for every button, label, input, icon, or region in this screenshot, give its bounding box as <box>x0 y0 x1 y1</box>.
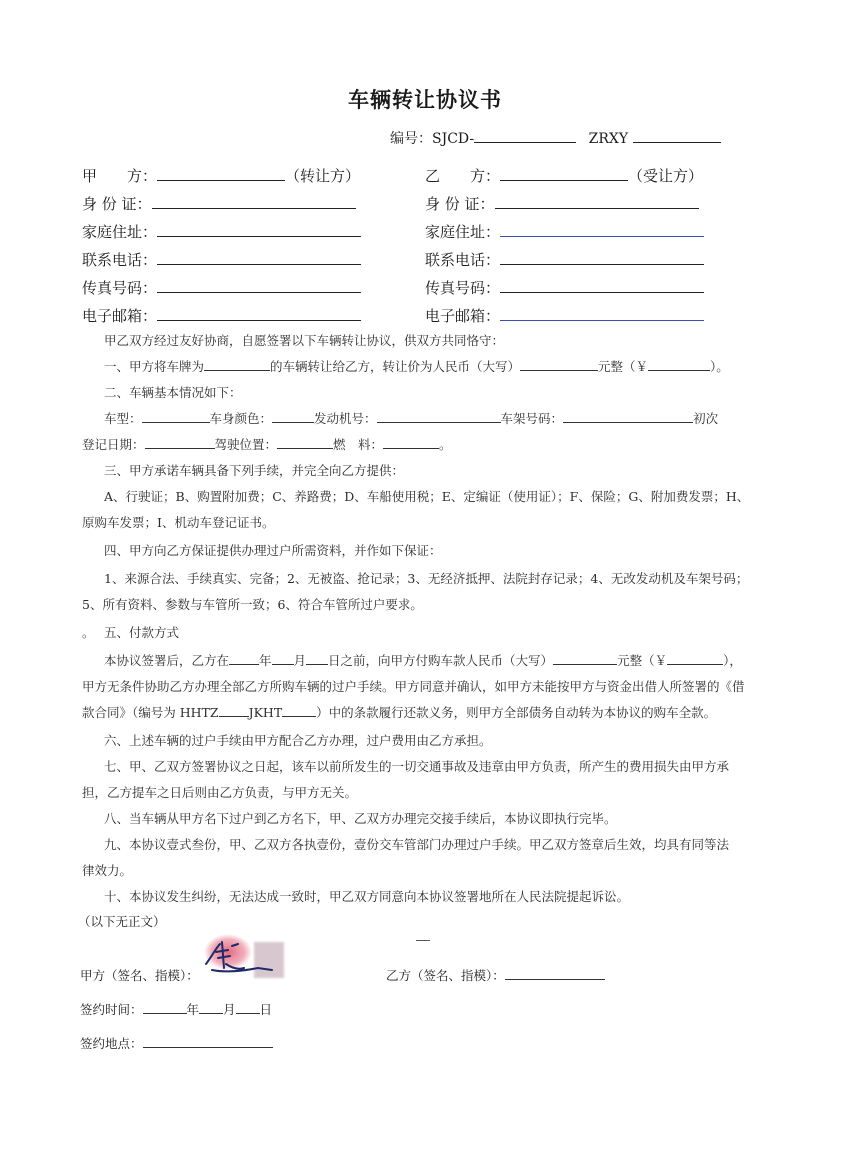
frame-number-field[interactable] <box>563 410 693 423</box>
loan-number-field-1[interactable] <box>219 704 249 717</box>
party-a-id-label: 身 份 证： <box>82 195 152 213</box>
party-b-signature-field[interactable] <box>505 967 605 980</box>
clause-1-text-b: 的车辆转让给乙方，转让价为人民币（大写） <box>270 359 521 374</box>
party-a-address-field[interactable] <box>157 220 361 237</box>
clause-4-line-1 <box>82 566 749 592</box>
party-a-fax-label: 传真号码： <box>82 279 158 297</box>
clause-5-text-2: 甲方无条件协助乙方办理全部乙方所购车辆的过户手续。甲方同意并确认，如甲方未能按甲方与资金出借人所签署的《借 <box>82 679 745 694</box>
loan-contract-text-c: ）中的条款履行还款义务，则甲方全部债务自动转为本协议的购车全款。 <box>316 705 717 720</box>
signature-icon <box>198 934 290 978</box>
clause-7-text-2: 担，乙方提车之日后则由乙方负责，与甲方无关。 <box>82 785 358 800</box>
party-a-name-field[interactable] <box>157 164 285 181</box>
vehicle-type-label: 车型： <box>104 411 142 426</box>
register-date-field[interactable] <box>145 436 215 449</box>
payment-text-e: 元整（￥ <box>617 653 668 668</box>
price-words-field[interactable] <box>520 358 598 371</box>
sign-month-label: 月 <box>223 1002 236 1017</box>
driving-position-label: 驾驶位置： <box>214 437 278 452</box>
code-blank-2[interactable] <box>633 128 721 143</box>
party-b-role: （受让方） <box>628 167 704 185</box>
party-a-id-field[interactable] <box>152 192 356 209</box>
party-b-name-row <box>425 164 703 186</box>
clause-5-line-1 <box>82 648 742 674</box>
sign-year-field[interactable] <box>143 1001 187 1014</box>
party-b-address-field[interactable] <box>500 220 704 237</box>
engine-number-label: 发动机号： <box>314 411 377 426</box>
code-prefix: 编号：SJCD- <box>390 131 475 147</box>
party-a-email-label: 电子邮箱： <box>82 307 158 325</box>
party-a-sign-label: 甲方（签名、指模）： <box>80 968 199 983</box>
clause-9-text-2: 律效力。 <box>82 863 133 878</box>
intro-text: 甲乙双方经过友好协商，自愿签署以下车辆转让协议，供双方共同恪守： <box>104 333 505 348</box>
clause-6 <box>82 728 742 754</box>
clause-5-title <box>82 620 742 646</box>
clause-3-title-text: 三、甲方承诺车辆具备下列手续，并完全向乙方提供： <box>104 463 405 478</box>
payment-day-field[interactable] <box>306 652 328 665</box>
clause-3-text-2: 原购车发票；I、机动车登记证书。 <box>82 515 275 530</box>
body-color-label: 车身颜色： <box>209 411 273 426</box>
body-color-field[interactable] <box>272 410 314 423</box>
payment-text-a: 本协议签署后，乙方在 <box>104 653 230 668</box>
party-b-sign-row <box>386 966 605 984</box>
payment-words-field[interactable] <box>553 652 617 665</box>
loan-contract-text-b: JKHT <box>248 705 283 720</box>
party-a-name-label: 甲 方： <box>82 167 158 185</box>
sign-year-label: 年 <box>186 1002 200 1017</box>
clause-1-text-c: 元整（￥ <box>598 359 649 374</box>
sign-month-field[interactable] <box>199 1001 223 1014</box>
party-b-email-row <box>425 304 704 326</box>
party-b-address-row <box>425 220 704 242</box>
party-a-id-row <box>82 192 356 214</box>
party-a-address-label: 家庭住址： <box>82 223 158 241</box>
clause-5-title-text: 五、付款方式 <box>104 625 180 640</box>
party-a-address-row <box>82 220 361 242</box>
fuel-label: 燃 料： <box>333 437 384 452</box>
party-b-phone-row <box>425 248 704 270</box>
clause-1-text-a: 一、甲方将车牌为 <box>104 359 205 374</box>
party-b-name-label: 乙 方： <box>425 167 501 185</box>
clause-3-title <box>82 458 742 484</box>
party-a-role: （转让方） <box>285 167 361 185</box>
party-a-email-field[interactable] <box>157 304 361 321</box>
sign-place-row <box>80 1034 273 1052</box>
loan-number-field-2[interactable] <box>282 704 316 717</box>
payment-month-label: 月 <box>293 653 307 668</box>
sign-day-label: 日 <box>259 1002 273 1017</box>
sign-time-label: 签约时间： <box>80 1002 143 1017</box>
clause-4-text-1: 1、来源合法、手续真实、完备；2、无被盗、抢记录；3、无经济抵押、法院封存记录；4、无改发动机及车架号码； <box>104 571 749 586</box>
clause-8 <box>82 806 742 832</box>
fuel-field[interactable] <box>383 436 439 449</box>
clause-3-text-1: A、行驶证；B、购置附加费；C、养路费；D、车船使用税；E、定编证（使用证）；F、保险；G、附加费发票；H、 <box>104 489 750 504</box>
sign-place-field[interactable] <box>143 1035 273 1048</box>
clause-4-line-2 <box>82 592 742 618</box>
clause-3-line-2 <box>82 510 742 536</box>
payment-year-field[interactable] <box>229 652 259 665</box>
document-title: 车辆转让协议书 <box>348 88 502 112</box>
clause-8-text: 八、当车辆从甲方名下过户到乙方名下，甲、乙双方办理完交接手续后，本协议即执行完毕。 <box>104 811 617 826</box>
clause-9-text-1: 九、本协议壹式叁份，甲、乙双方各执壹份，壹份交车管部门办理过户手续。甲乙双方签章后生效，均具有同等法 <box>104 837 730 852</box>
frame-number-label: 车架号码： <box>500 411 564 426</box>
clause-4-title-text: 四、甲方向乙方保证提供办理过户所需资料，并作如下保证： <box>104 543 442 558</box>
clause-10-text: 十、本协议发生纠纷，无法达成一致时，甲乙双方同意向本协议签署地所在人民法院提起诉讼。 <box>104 889 630 904</box>
party-b-email-label: 电子邮箱： <box>425 307 501 325</box>
party-b-name-field[interactable] <box>500 164 628 181</box>
party-b-fax-row <box>425 276 704 298</box>
party-b-id-row <box>425 192 699 214</box>
payment-text-f: ）， <box>723 653 742 668</box>
party-b-address-label: 家庭住址： <box>425 223 501 241</box>
party-a-fax-row <box>82 276 361 298</box>
document-code <box>390 128 721 148</box>
clause-4-text-2: 5、所有资料、参数与车管所一致；6、符合车管所过户要求。 <box>82 597 423 612</box>
clause-9-line-1 <box>82 832 742 858</box>
vehicle-type-field[interactable] <box>142 410 210 423</box>
clause-7-line-2 <box>82 780 742 806</box>
party-b-phone-label: 联系电话： <box>425 251 501 269</box>
end-note: （以下无正文） <box>78 914 166 929</box>
party-b-email-field[interactable] <box>500 304 704 321</box>
code-blank-1[interactable] <box>474 128 576 143</box>
line-end: 。 <box>439 437 452 452</box>
party-b-fax-field[interactable] <box>500 276 704 293</box>
party-b-id-field[interactable] <box>495 192 699 209</box>
party-a-phone-label: 联系电话： <box>82 251 158 269</box>
clause-2-title-text: 二、车辆基本情况如下： <box>104 385 242 400</box>
clause-4-title <box>82 538 742 564</box>
payment-year-label: 年 <box>259 653 272 668</box>
clause-2-line-1 <box>82 406 742 432</box>
intro-paragraph <box>82 328 742 354</box>
clause-7-text-1: 七、甲、乙双方签署协议之日起，该车以前所发生的一切交通事故及违章由甲方负责，所产生的费用损失由甲方承 <box>104 759 730 774</box>
engine-number-field[interactable] <box>377 410 501 423</box>
price-number-field[interactable] <box>648 358 710 371</box>
clause-2-title <box>82 380 742 406</box>
party-b-phone-field[interactable] <box>500 248 704 265</box>
clause-5-bullet: 。 <box>82 625 95 640</box>
clause-6-text: 六、上述车辆的过户手续由甲方配合乙方办理，过户费用由乙方承担。 <box>104 733 492 748</box>
clause-7-line-1 <box>82 754 742 780</box>
plate-number-field[interactable] <box>204 358 270 371</box>
first-label: 初次 <box>693 411 719 426</box>
payment-text-d: 日之前，向甲方付购车款人民币（大写） <box>328 653 554 668</box>
driving-position-field[interactable] <box>277 436 333 449</box>
party-b-sign-label: 乙方（签名、指模）： <box>386 968 505 983</box>
party-a-phone-row <box>82 248 361 270</box>
sign-time-row <box>80 1000 272 1018</box>
scan-mark <box>416 940 430 941</box>
party-b-id-label: 身 份 证： <box>425 195 495 213</box>
clause-1-text-d: ）。 <box>710 359 729 374</box>
clause-10 <box>82 884 742 910</box>
party-a-name-row <box>82 164 360 186</box>
code-mid: ZRXY <box>588 131 629 147</box>
payment-number-field[interactable] <box>667 652 723 665</box>
party-b-fax-label: 传真号码： <box>425 279 501 297</box>
register-date-label: 登记日期： <box>82 437 145 452</box>
loan-contract-text-a: 款合同》（编号为 HHTZ <box>82 705 219 720</box>
sign-day-field[interactable] <box>236 1001 260 1014</box>
clause-2-line-2 <box>82 432 742 458</box>
clause-3-line-1 <box>82 484 750 510</box>
sign-place-label: 签约地点： <box>80 1036 143 1051</box>
party-a-fax-field[interactable] <box>157 276 361 293</box>
clause-5-line-3 <box>82 700 742 726</box>
party-a-phone-field[interactable] <box>157 248 361 265</box>
payment-month-field[interactable] <box>272 652 294 665</box>
clause-1 <box>82 354 742 380</box>
clause-9-line-2 <box>82 858 742 884</box>
party-a-email-row <box>82 304 361 326</box>
clause-5-line-2 <box>82 674 745 700</box>
